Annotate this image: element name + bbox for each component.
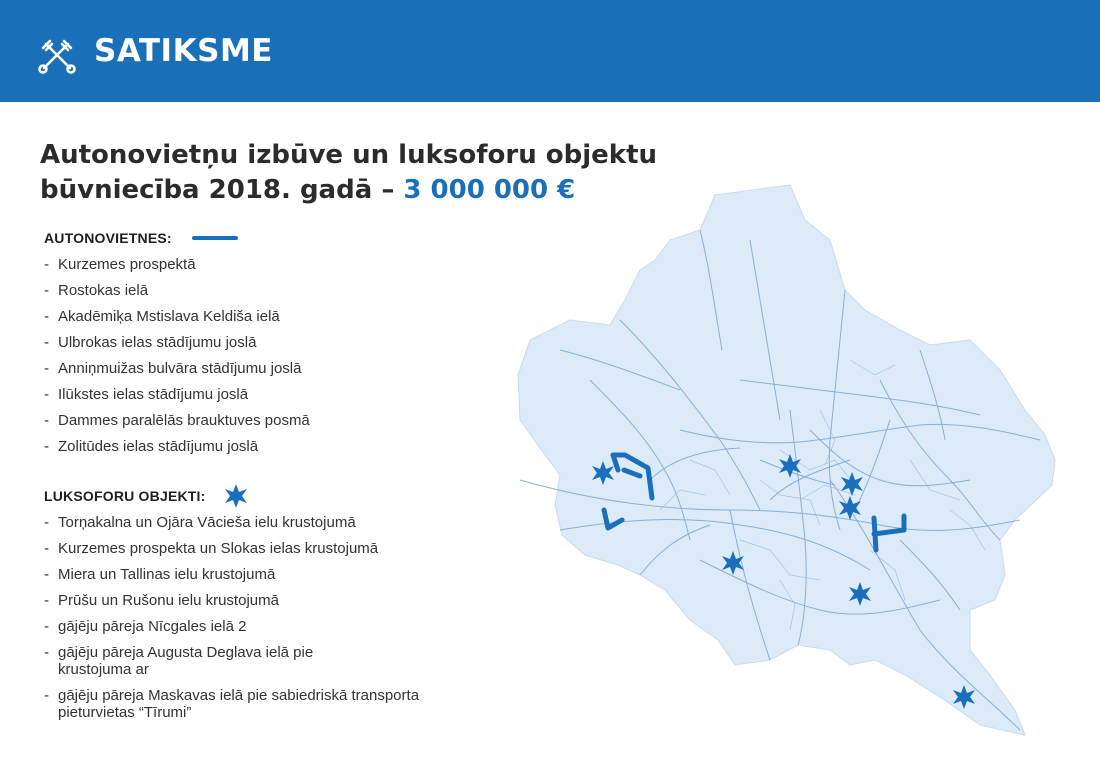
list-item: - Rostokas ielā bbox=[44, 282, 444, 299]
traffic-lights-list bbox=[44, 514, 444, 730]
title-line-2-text: būvniecība 2018. gadā – bbox=[40, 175, 404, 205]
header-title: SATIKSME bbox=[94, 33, 273, 69]
title-line-1: Autonovietņu izbūve un luksoforu objektu bbox=[40, 140, 658, 170]
list-item: - gājēju pāreja Augusta Deglava ielā pie krustojuma ar bbox=[44, 644, 384, 678]
city-area bbox=[518, 185, 1055, 735]
riga-map bbox=[500, 180, 1100, 760]
crossed-keys-icon bbox=[38, 38, 76, 74]
list-item: - Kurzemes prospekta un Slokas ielas krustojumā bbox=[44, 540, 444, 557]
list-item: - Ilūkstes ielas stādījumu joslā bbox=[44, 386, 444, 403]
parking-list bbox=[44, 256, 444, 464]
list-item: - Miera un Tallinas ielu krustojumā bbox=[44, 566, 444, 583]
budget-amount: 3 000 000 € bbox=[403, 175, 576, 205]
list-item: - Dammes paralēlās brauktuves posmā bbox=[44, 412, 444, 429]
parking-legend-line bbox=[192, 236, 238, 240]
list-item: - Prūšu un Rušonu ielu krustojumā bbox=[44, 592, 444, 609]
list-item: - gājēju pāreja Nīcgales ielā 2 bbox=[44, 618, 444, 635]
list-item: - Zolitūdes ielas stādījumu joslā bbox=[44, 438, 444, 455]
list-item: - Ulbrokas ielas stādījumu joslā bbox=[44, 334, 444, 351]
traffic-lights-section-title: LUKSOFORU OBJEKTI: bbox=[44, 488, 206, 504]
list-item: - Torņakalna un Ojāra Vācieša ielu krustojumā bbox=[44, 514, 444, 531]
parking-section-title: AUTONOVIETNES: bbox=[44, 230, 172, 246]
list-item: - Kurzemes prospektā bbox=[44, 256, 444, 273]
list-item: - Anniņmuižas bulvāra stādījumu joslā bbox=[44, 360, 444, 377]
star-burst-icon bbox=[224, 484, 248, 508]
header-bar bbox=[0, 0, 1100, 102]
list-item: - gājēju pāreja Maskavas ielā pie sabiedriskā transporta pieturvietas “Tīrumi” bbox=[44, 687, 424, 721]
list-item: - Akadēmiķa Mstislava Keldiša ielā bbox=[44, 308, 444, 325]
